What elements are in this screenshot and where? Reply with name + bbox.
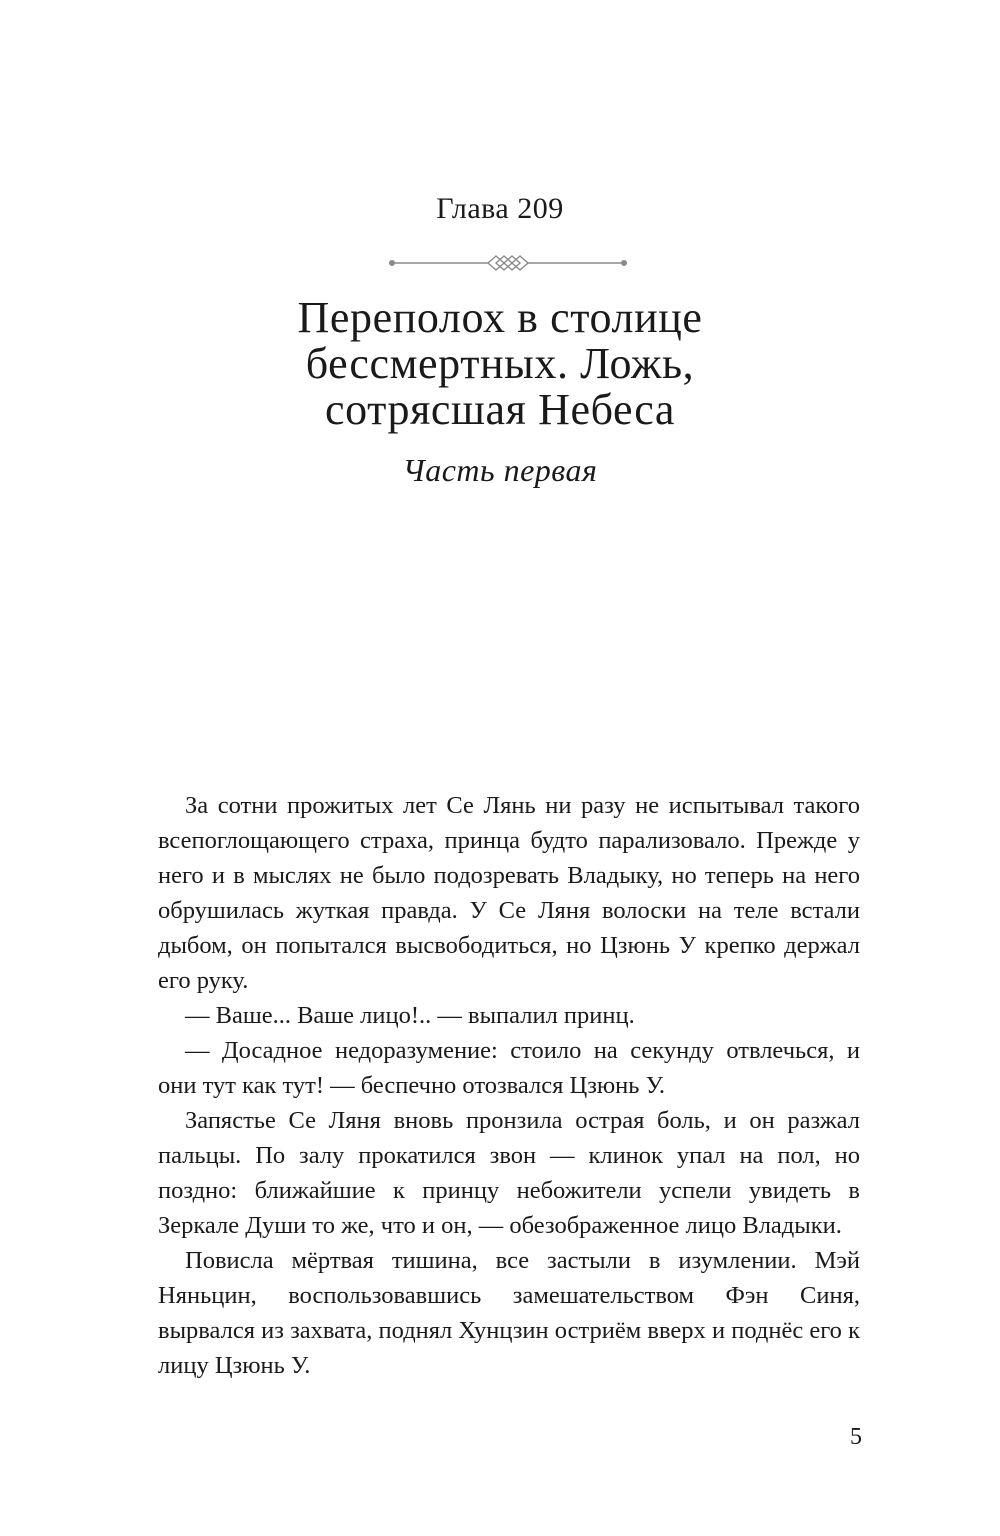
chapter-title-line: бессмертных. Ложь,	[305, 339, 695, 388]
paragraph: — Ваше... Ваше лицо!.. — выпалил принц.	[185, 1002, 635, 1029]
chapter-title-line: сотрясшая Небеса	[324, 385, 676, 434]
paragraph: Запястье Се Ляня вновь пронзила острая боль, и он разжал пальцы. По залу прокатился звон — клинок упал на пол, но поздно: ближайшие к принцу небожители успели увидеть в Зеркале Души то же, что и он, — обезображенное лицо Владыки.	[158, 1107, 860, 1239]
chapter-subtitle: Часть первая	[402, 452, 598, 488]
chapter-title	[150, 295, 850, 433]
paragraph: Повисла мёртвая тишина, все застыли в изумлении. Мэй Няньцин, воспользовавшись замешательством Фэн Синя, вырвался из захвата, поднял Хунцзин остриём вверх и поднёс его к лицу Цзюнь У.	[158, 1247, 860, 1379]
page-number: 5	[850, 1424, 862, 1450]
paragraph: За сотни прожитых лет Се Лянь ни разу не испытывал такого всепоглощающего страха, принца будто парализовало. Прежде у него и в мыслях не было подозревать Владыку, но теперь на него обрушилась жуткая правда. У Се Ляня волоски на теле встали дыбом, он попытался высвободиться, но Цзюнь У крепко держал его руку.	[158, 792, 860, 994]
body-text	[158, 788, 860, 1383]
chapter-title-line: Переполох в столице	[297, 293, 703, 342]
paragraph: — Досадное недоразумение: стоило на секунду отвлечься, и они тут как тут! — беспечно отозвался Цзюнь У.	[158, 1037, 860, 1099]
chapter-number: Глава 209	[436, 192, 564, 225]
knot-ornament-divider-icon	[388, 252, 628, 274]
